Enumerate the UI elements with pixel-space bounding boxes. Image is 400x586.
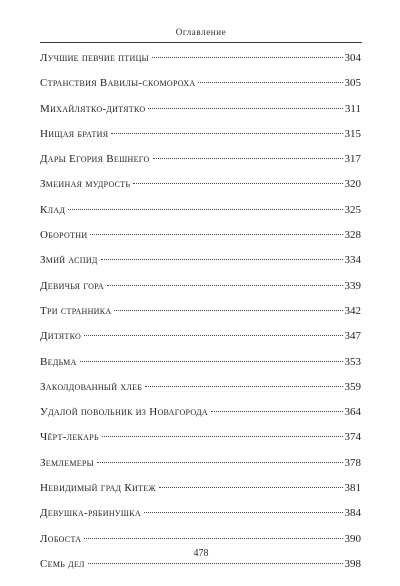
toc-entry-page: 384 — [344, 507, 361, 520]
dot-leader — [211, 411, 343, 412]
toc-entry — [40, 305, 361, 330]
toc-entry-page: 347 — [344, 330, 361, 343]
toc-entry-title: Удалой повольник из Новагорода — [40, 406, 208, 419]
toc-entry-page: 359 — [344, 380, 361, 393]
toc-entry-title: Невидимый град Китеж — [40, 482, 156, 495]
toc-entry — [40, 229, 361, 254]
dot-leader — [90, 234, 342, 235]
dot-leader — [102, 436, 343, 437]
toc-entry-page: 390 — [344, 532, 361, 545]
toc-entry — [40, 482, 361, 507]
dot-leader — [101, 259, 343, 260]
toc-entry-title: Нищая братия — [40, 127, 109, 140]
toc-entry-page: 364 — [344, 406, 361, 419]
dot-leader — [153, 158, 343, 159]
toc-entry — [40, 153, 361, 178]
toc-entry — [40, 103, 361, 128]
dot-leader — [148, 108, 342, 109]
toc-entry-title: Оборотни — [40, 229, 88, 242]
toc-entry — [40, 330, 361, 355]
toc-entry-title: Девичья гора — [40, 279, 104, 292]
toc-entry — [40, 280, 361, 305]
toc-entry-page: 311 — [344, 102, 361, 115]
table-of-contents — [40, 52, 361, 583]
dot-leader — [159, 487, 343, 488]
dot-leader — [114, 310, 342, 311]
toc-entry — [40, 406, 361, 431]
toc-entry — [40, 204, 361, 229]
toc-entry-page: 374 — [344, 431, 361, 444]
dot-leader — [84, 335, 342, 336]
dot-leader — [152, 57, 343, 58]
toc-entry-page: 305 — [344, 77, 361, 90]
dot-leader — [133, 183, 342, 184]
header-rule — [40, 42, 362, 43]
running-head: Оглавление — [175, 27, 227, 37]
toc-entry — [40, 77, 361, 102]
toc-entry-title: Семь дел — [40, 557, 85, 570]
toc-entry-title: Дитятко — [40, 330, 82, 343]
dot-leader — [107, 285, 343, 286]
toc-entry-page: 398 — [344, 557, 361, 570]
toc-entry — [40, 507, 361, 532]
toc-entry — [40, 178, 361, 203]
toc-entry-title: Михайлятко-дитятко — [40, 102, 146, 115]
toc-entry-page: 342 — [344, 304, 361, 317]
dot-leader — [97, 462, 343, 463]
toc-entry — [40, 457, 361, 482]
dot-leader — [198, 82, 342, 83]
toc-entry-page: 353 — [344, 355, 361, 368]
toc-entry-page: 325 — [344, 203, 361, 216]
toc-entry-title: Клад — [40, 203, 66, 216]
toc-entry-page: 317 — [344, 153, 361, 166]
toc-entry-title: Заколдованный хлеб — [40, 380, 143, 393]
toc-entry-title: Чёрт-лекарь — [40, 431, 99, 444]
toc-entry-title: Змий аспид — [40, 254, 98, 267]
toc-entry-title: Лобоста — [40, 532, 82, 545]
toc-entry — [40, 128, 361, 153]
toc-entry-title: Странствия Вавилы-скомороха — [40, 77, 196, 90]
page-number: 478 — [193, 548, 209, 559]
toc-entry-title: Девушка-рябинушка — [40, 507, 141, 520]
toc-entry — [40, 52, 361, 77]
toc-entry-page: 334 — [344, 254, 361, 267]
toc-entry — [40, 381, 361, 406]
toc-entry-page: 381 — [344, 482, 361, 495]
dot-leader — [68, 209, 342, 210]
toc-entry-title: Змеиная мудрость — [40, 178, 131, 191]
dot-leader — [88, 563, 343, 564]
toc-entry-title: Ведьма — [40, 355, 77, 368]
dot-leader — [145, 386, 342, 387]
toc-entry-page: 320 — [344, 178, 361, 191]
toc-entry-page: 315 — [344, 127, 361, 140]
toc-entry-title: Землемеры — [40, 456, 94, 469]
toc-entry — [40, 356, 361, 381]
toc-entry — [40, 558, 361, 583]
toc-entry — [40, 431, 361, 456]
dot-leader — [80, 361, 343, 362]
toc-entry — [40, 254, 361, 279]
toc-entry-title: Дары Егория Вешнего — [40, 153, 150, 166]
dot-leader — [144, 512, 343, 513]
dot-leader — [111, 133, 342, 134]
toc-entry-title: Лучшие певчие птицы — [40, 52, 149, 64]
dot-leader — [84, 538, 342, 539]
toc-entry-title: Три странника — [40, 304, 112, 317]
toc-entry-page: 304 — [344, 52, 361, 64]
toc-entry-page: 378 — [344, 456, 361, 469]
toc-entry-page: 339 — [344, 279, 361, 292]
toc-entry-page: 328 — [344, 229, 361, 242]
